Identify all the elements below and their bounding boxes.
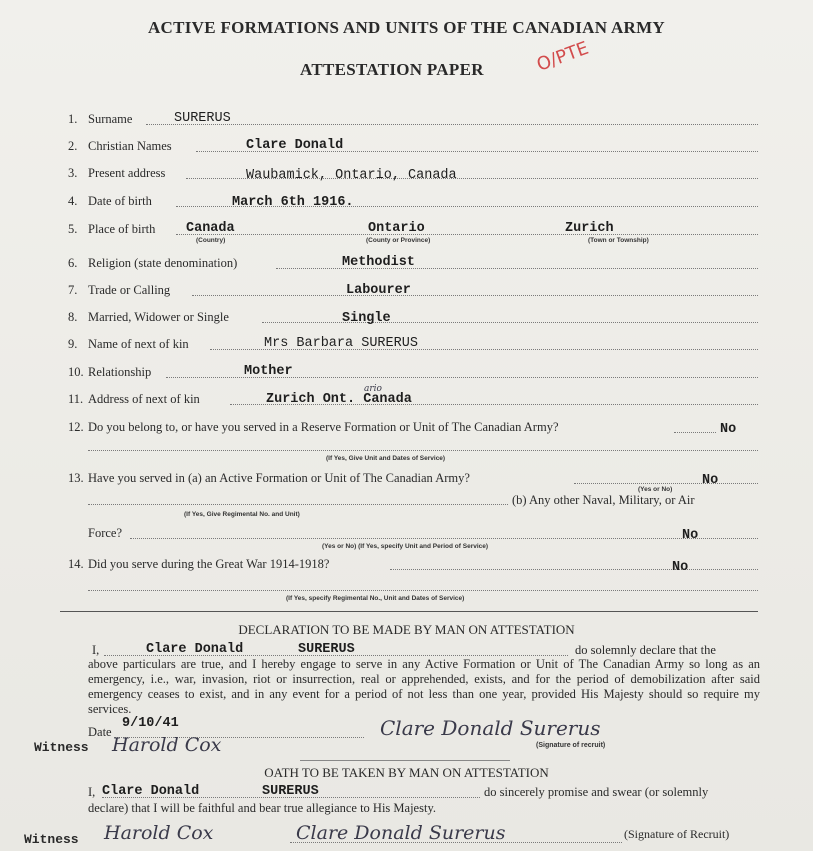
caption-force: (Yes or No) (If Yes, specify Unit and Period of Service) xyxy=(322,543,489,550)
caption-country: (Country) xyxy=(196,237,226,244)
caption-reserve: (If Yes, Give Unit and Dates of Service) xyxy=(326,455,446,462)
field-date-of-birth: 4. Date of birth March 6th 1916. xyxy=(0,194,813,216)
field-great-war: 14. Did you serve during the Great War 1914-1918? No (If Yes, specify Regimental No., Unit and Dates of Service) xyxy=(0,557,813,579)
field-label: Religion (state denomination) xyxy=(88,256,238,270)
oath-line1: I, Clare Donald SURERUS do sincerely promise and swear (or solemnly xyxy=(88,784,709,799)
fill-line xyxy=(88,450,758,451)
oath-witness xyxy=(0,824,813,851)
rank-stamp: O/PTE xyxy=(534,37,592,76)
field-next-of-kin-address: 11. Address of next of kin Zurich Ont. Canada ario xyxy=(0,392,813,414)
field-value: No xyxy=(720,422,737,437)
fill-line xyxy=(574,483,758,484)
field-value: Methodist xyxy=(342,255,415,270)
witness-signature: Harold Cox xyxy=(112,734,222,756)
field-reserve-service: 12. Do you belong to, or have you served in a Reserve Formation or Unit of The Canadian Army? No (If Yes, Give Unit and Dates of Service) xyxy=(0,420,813,442)
field-value: SURERUS xyxy=(174,111,231,126)
declaration-line1: I, Clare Donald SURERUS do solemnly declare that the xyxy=(92,642,716,657)
birth-province: Ontario xyxy=(368,221,425,236)
date-value: 9/10/41 xyxy=(122,716,179,731)
field-label: Relationship xyxy=(88,365,152,379)
field-active-service: 13. Have you served in (a) an Active Formation or Unit of The Canadian Army? No (Yes or No) xyxy=(0,471,813,493)
form-title: ACTIVE FORMATIONS AND UNITS OF THE CANADIAN ARMY xyxy=(147,18,666,37)
field-label: Christian Names xyxy=(88,139,172,153)
birth-township: Zurich xyxy=(565,221,614,236)
oath-title: OATH TO BE TAKEN BY MAN ON ATTESTATION xyxy=(264,765,549,780)
field-value: Zurich Ont. Canada xyxy=(266,392,412,407)
signature-caption: (Signature of Recruit) xyxy=(624,827,730,841)
fill-line xyxy=(674,432,716,433)
fill-line xyxy=(130,538,758,539)
field-label: Date of birth xyxy=(88,194,152,208)
witness-signature: Harold Cox xyxy=(104,822,214,844)
field-value: No xyxy=(702,473,719,488)
field-label: Did you serve during the Great War 1914-1918? xyxy=(88,557,330,571)
field-value: Clare Donald xyxy=(246,138,344,153)
field-value: Single xyxy=(342,311,391,326)
field-force xyxy=(0,526,813,548)
fill-line xyxy=(176,234,758,235)
caption-yes-no: (Yes or No) xyxy=(638,486,673,493)
declarant-name: Clare Donald xyxy=(146,642,244,657)
caption-regimental: (If Yes, Give Regimental No. and Unit) xyxy=(184,511,300,518)
field-relationship: 10. Relationship Mother xyxy=(0,365,813,387)
field-next-of-kin: 9. Name of next of kin Mrs Barbara SURERUS xyxy=(0,337,813,359)
signature-caption: (Signature of recruit) xyxy=(536,742,606,749)
caption-township: (Town or Township) xyxy=(588,237,649,244)
caption-great-war: (If Yes, specify Regimental No., Unit and Dates of Service) xyxy=(286,595,465,602)
field-value: Mother xyxy=(244,364,293,379)
fill-line xyxy=(88,504,508,505)
caption-province: (County or Province) xyxy=(366,237,431,244)
field-label: Trade or Calling xyxy=(88,283,171,297)
field-label: Surname xyxy=(88,112,133,126)
recruit-signature: Clare Donald Surerus xyxy=(296,822,506,844)
fill-line xyxy=(390,569,758,570)
birth-country: Canada xyxy=(186,221,235,236)
field-value: Labourer xyxy=(346,283,411,298)
field-label: Place of birth xyxy=(88,222,156,236)
field-label: Name of next of kin xyxy=(88,337,189,351)
field-place-of-birth: 5. Place of birth Canada (Country) Ontario (County or Province) Zurich (Town or Township) xyxy=(0,222,813,244)
field-label: Married, Widower or Single xyxy=(88,310,229,324)
field-label: Address of next of kin xyxy=(88,392,200,406)
field-religion: 6. Religion (state denomination) Methodist xyxy=(0,256,813,278)
field-value: Mrs Barbara SURERUS xyxy=(264,336,418,351)
field-value: No xyxy=(682,528,699,543)
declaration-date: Date 9/10/41 Clare Donald Surerus (Signature of recruit) xyxy=(88,716,606,749)
field-value: No xyxy=(672,560,689,575)
field-label: Have you served in (a) an Active Formation or Unit of The Canadian Army? xyxy=(88,471,470,485)
witness-label: Witness xyxy=(24,832,79,847)
form-subtitle: ATTESTATION PAPER xyxy=(300,60,484,79)
field-present-address: 3. Present address Waubamick, Ontario, Canada xyxy=(0,166,813,188)
field-value: March 6th 1916. xyxy=(232,195,354,210)
declaration-text: above particulars are true, and I hereby engage to serve in any Active Formation or Unit of The Canadian Army so long as an emergency, i.e., war, invasion, riot or insurrection, real or apprehended, exists, and for the period of demobilization after said emergency ceases to exist, and in any event for a period of not less than one year, provided His Majesty should so require my services. xyxy=(88,657,760,716)
declaration-title: DECLARATION TO BE MADE BY MAN ON ATTESTATION xyxy=(238,622,575,637)
section-divider xyxy=(60,611,758,612)
field-label: Force? xyxy=(88,526,123,540)
field-marital-status: 8. Married, Widower or Single Single xyxy=(0,310,813,332)
field-other-service xyxy=(0,492,813,518)
field-label: (b) Any other Naval, Military, or Air xyxy=(512,493,695,507)
field-christian-names: 2. Christian Names Clare Donald xyxy=(0,139,813,161)
field-surname: 1. Surname SURERUS xyxy=(0,112,813,134)
fill-line xyxy=(88,590,758,591)
fill-line xyxy=(262,322,758,323)
oath-line2: declare) that I will be faithful and bear true allegiance to His Majesty. xyxy=(88,801,437,815)
oath-name: Clare Donald xyxy=(102,784,200,799)
fill-line xyxy=(192,295,758,296)
recruit-signature: Clare Donald Surerus xyxy=(380,716,601,740)
signature-rule xyxy=(300,760,510,761)
field-label: Present address xyxy=(88,166,166,180)
field-value: Waubamick, Ontario, Canada xyxy=(246,168,457,183)
declarant-surname: SURERUS xyxy=(298,642,355,657)
witness-label: Witness xyxy=(34,740,89,755)
field-label: Do you belong to, or have you served in a Reserve Formation or Unit of The Canadian Army? xyxy=(88,420,559,434)
oath-surname: SURERUS xyxy=(262,784,319,799)
declaration-witness xyxy=(0,734,813,762)
fill-line xyxy=(146,124,758,125)
field-trade: 7. Trade or Calling Labourer xyxy=(0,283,813,305)
handwritten-insert: ario xyxy=(364,384,382,394)
